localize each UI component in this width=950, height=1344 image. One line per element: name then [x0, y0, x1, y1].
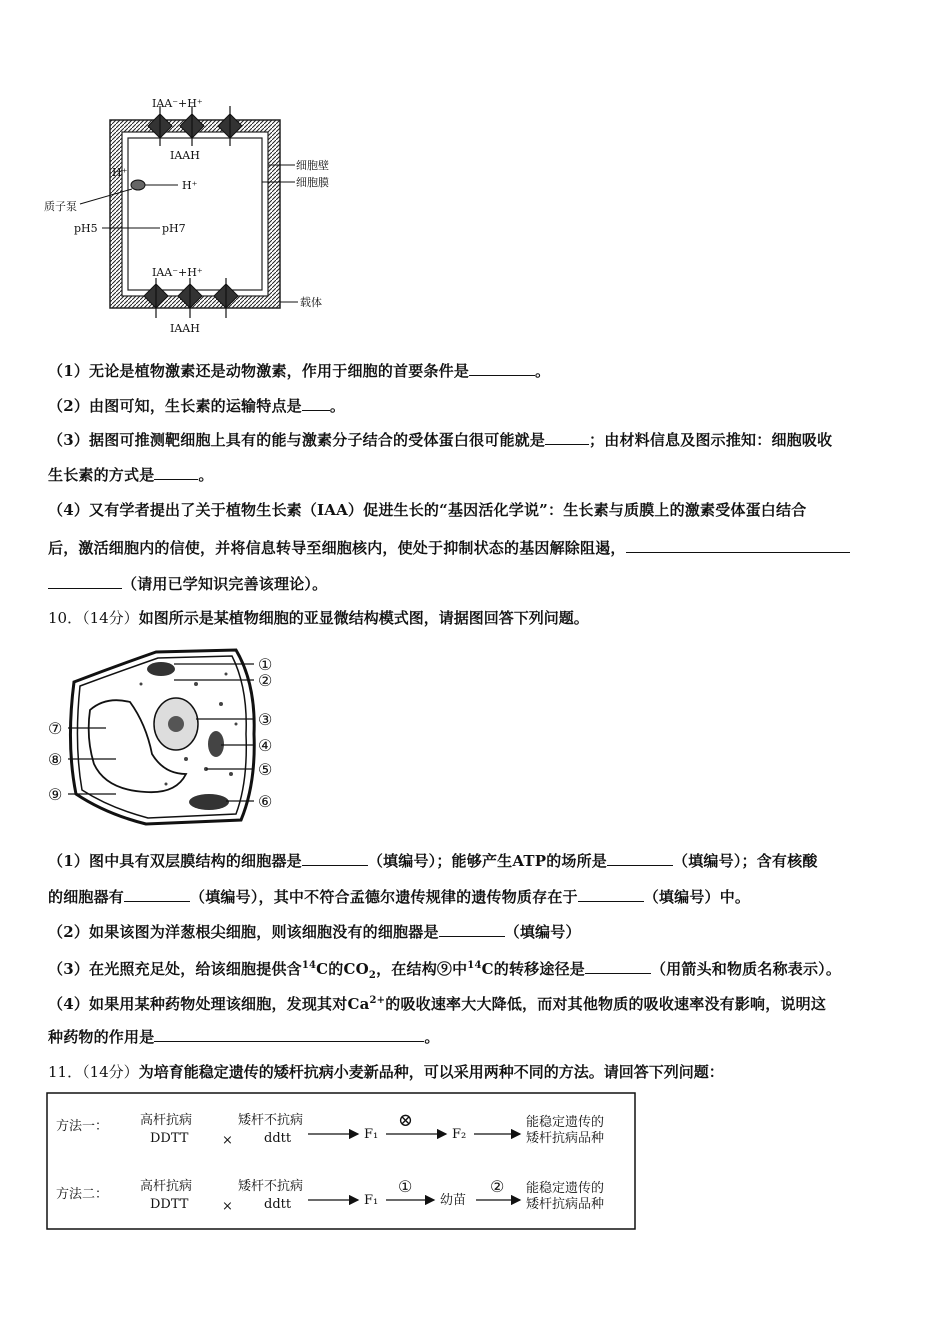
q10-part4-b: 种药物的作用是 。 [48, 1028, 440, 1046]
label-8: ⑧ [48, 750, 63, 769]
top-product: IAAH [170, 149, 200, 162]
m1-selfing: ⊗ [398, 1110, 414, 1131]
bottom-label: IAA⁻+H⁺ [152, 266, 203, 279]
m1-parent1-name: 高杆抗病 [140, 1113, 193, 1128]
m1-cross: × [222, 1133, 233, 1148]
h-right: H⁺ [182, 179, 198, 192]
label-3: ③ [258, 710, 273, 729]
top-label: IAA⁻+H⁺ [152, 97, 203, 110]
proton-pump-icon [131, 180, 145, 190]
m1-result-2: 矮杆抗病品种 [526, 1131, 605, 1146]
q11-heading: 11．（14分）为培育能稳定遗传的矮杆抗病小麦新品种，可以采用两种不同的方法。请回答下列问题： [48, 1063, 724, 1081]
q9-part3-a: （3）据图可推测靶细胞上具有的能与激素分子结合的受体蛋白很可能就是 ；由材料信息及图示推知：细胞吸收 [48, 431, 833, 449]
q10-part3: （3）在光照充足处，给该细胞提供含$^{14}$C的$CO_2$，在结构⑨中$^{14}$C的转移途径是 （用箭头和物质名称表示）。 [48, 960, 842, 981]
label-2: ② [258, 671, 273, 690]
m1-parent2-name: 矮杆不抗病 [238, 1113, 304, 1128]
q10-part1-b: 的细胞器有 （填编号），其中不符合孟德尔遗传规律的遗传物质存在于 （填编号）中。 [48, 888, 751, 906]
m2-parent1-geno: DDTT [150, 1197, 189, 1212]
m2-result-1: 能稳定遗传的 [526, 1181, 605, 1196]
plant-cell-diagram [46, 644, 296, 834]
q10-part1-a: （1）图中具有双层膜结构的细胞器是 （填编号）；能够产生ATP的场所是 （填编号）；含有核酸 [48, 852, 818, 870]
breeding-methods-diagram [46, 1092, 638, 1232]
cell-wall-label: 细胞壁 [296, 159, 329, 172]
m1-f2: F₂ [452, 1127, 467, 1142]
m2-step2: ② [490, 1177, 505, 1196]
m2-parent2-geno: ddtt [264, 1197, 292, 1212]
carrier-bottom [144, 284, 238, 308]
method1-label: 方法一： [56, 1119, 109, 1134]
q9-part4-b: 后，激活细胞内的信使，并将信息转导至细胞核内，使处于抑制状态的基因解除阻遏， [48, 537, 850, 558]
m1-result-1: 能稳定遗传的 [526, 1115, 605, 1130]
ph-inside: pH7 [162, 222, 186, 235]
m1-parent2-geno: ddtt [264, 1131, 292, 1146]
method2-label: 方法二： [56, 1187, 109, 1202]
q10-part2: （2）如果该图为洋葱根尖细胞，则该细胞没有的细胞器是 （填编号） [48, 923, 581, 941]
m1-f1: F₁ [364, 1127, 379, 1142]
q10-part4-a: （4）如果用某种药物处理该细胞，发现其对$Ca^{2+}$的吸收速率大大降低，而对其他物质的吸收速率没有影响，说明这 [48, 995, 827, 1013]
m2-f1: F₁ [364, 1193, 379, 1208]
carrier-label: 载体 [300, 296, 322, 309]
label-4: ④ [258, 736, 273, 755]
label-5: ⑤ [258, 760, 273, 779]
ph-outside: pH5 [74, 222, 98, 235]
bottom-product: IAAH [170, 322, 200, 335]
m2-step1: ① [398, 1177, 413, 1196]
q9-part1: （1）无论是植物激素还是动物激素，作用于细胞的首要条件是 。 [48, 362, 551, 380]
label-9: ⑨ [48, 785, 63, 804]
label-7: ⑦ [48, 719, 63, 738]
q9-part4-a: （4）又有学者提出了关于植物生长素（IAA）促进生长的“基因活化学说”：生长素与质膜上的激素受体蛋白结合 [48, 501, 807, 519]
m2-result-2: 矮杆抗病品种 [526, 1197, 605, 1212]
m2-parent2-name: 矮杆不抗病 [238, 1179, 304, 1194]
h-left: H⁺ [112, 166, 128, 179]
m2-parent1-name: 高杆抗病 [140, 1179, 193, 1194]
carrier-top [148, 114, 242, 138]
label-1: ① [258, 655, 273, 674]
m2-cross: × [222, 1199, 233, 1214]
cell-membrane-label: 细胞膜 [296, 176, 329, 189]
m1-parent1-geno: DDTT [150, 1131, 189, 1146]
iaa-transport-diagram [40, 92, 370, 342]
chloroplast [147, 662, 175, 676]
q9-part2: （2）由图可知，生长素的运输特点是 。 [48, 397, 346, 415]
q10-heading: 10．（14分）如图所示是某植物细胞的亚显微结构模式图，请据图回答下列问题。 [48, 609, 589, 627]
m2-seedling: 幼苗 [440, 1193, 467, 1208]
label-6: ⑥ [258, 792, 273, 811]
q9-part4-c: （请用已学知识完善该理论）。 [48, 573, 327, 594]
proton-pump-label: 质子泵 [44, 200, 77, 213]
q9-part3-b: 生长素的方式是 。 [48, 466, 214, 484]
